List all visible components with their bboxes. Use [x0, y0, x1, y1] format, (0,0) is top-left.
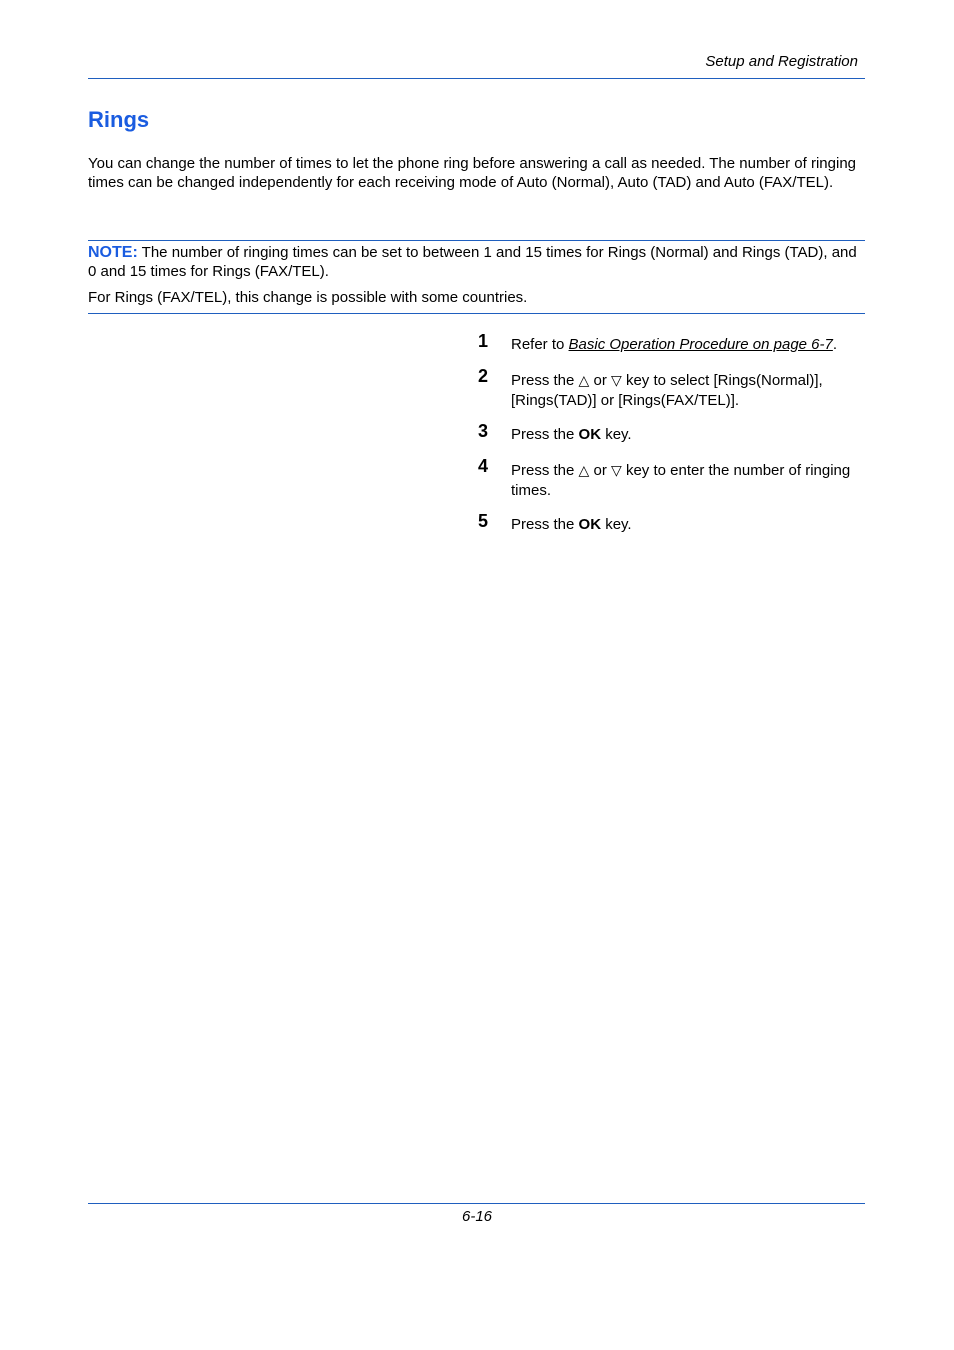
note-text: The number of ringing times can be set to between 1 and 15 times for Rings (Normal) and Rings (TAD), and 0 and 15 times for Rings (FAX/TEL).: [88, 244, 857, 280]
step-number: 5: [478, 511, 489, 531]
page-title: Rings: [88, 107, 150, 132]
step-number: 3: [478, 421, 489, 441]
ok-key-label: OK: [578, 516, 602, 533]
step-number: 1: [478, 331, 489, 351]
header-divider: [88, 78, 865, 79]
down-triangle-icon: ▽: [611, 372, 622, 388]
note-extra-paragraph: For Rings (FAX/TEL), this change is possible with some countries.: [88, 289, 528, 306]
intro-paragraph: You can change the number of times to let the phone ring before answering a call as needed. The number of ringing times can be changed independently for each receiving mode of Auto (Normal), Auto (TAD) and Auto (FAX/TEL).: [88, 155, 857, 191]
note-divider-top: [88, 240, 865, 241]
step-text: Press the △ or ▽ key to enter the number of ringing times.: [511, 462, 851, 499]
page-number: 6-16: [461, 1208, 493, 1225]
up-triangle-icon: △: [578, 372, 590, 388]
note-paragraph: [88, 243, 866, 281]
ok-key-label: OK: [578, 426, 602, 443]
down-triangle-icon: ▽: [611, 462, 622, 478]
footer-divider: [88, 1203, 865, 1204]
running-header: Setup and Registration: [705, 53, 858, 70]
basic-operation-link[interactable]: Basic Operation Procedure on page 6-7: [568, 336, 833, 353]
step-number: 4: [478, 456, 489, 476]
note-divider-bottom: [88, 313, 865, 314]
step-text: Press the △ or ▽ key to select [Rings(Normal)], [Rings(TAD)] or [Rings(FAX/TEL)].: [511, 372, 823, 409]
step-text: Press the OK key.: [511, 426, 632, 443]
up-triangle-icon: △: [578, 462, 590, 478]
step-text: Press the OK key.: [511, 516, 632, 533]
step-number: 2: [478, 366, 489, 386]
note-label: NOTE:: [88, 244, 138, 261]
step-text: Refer to Basic Operation Procedure on page 6-7.: [511, 336, 838, 353]
